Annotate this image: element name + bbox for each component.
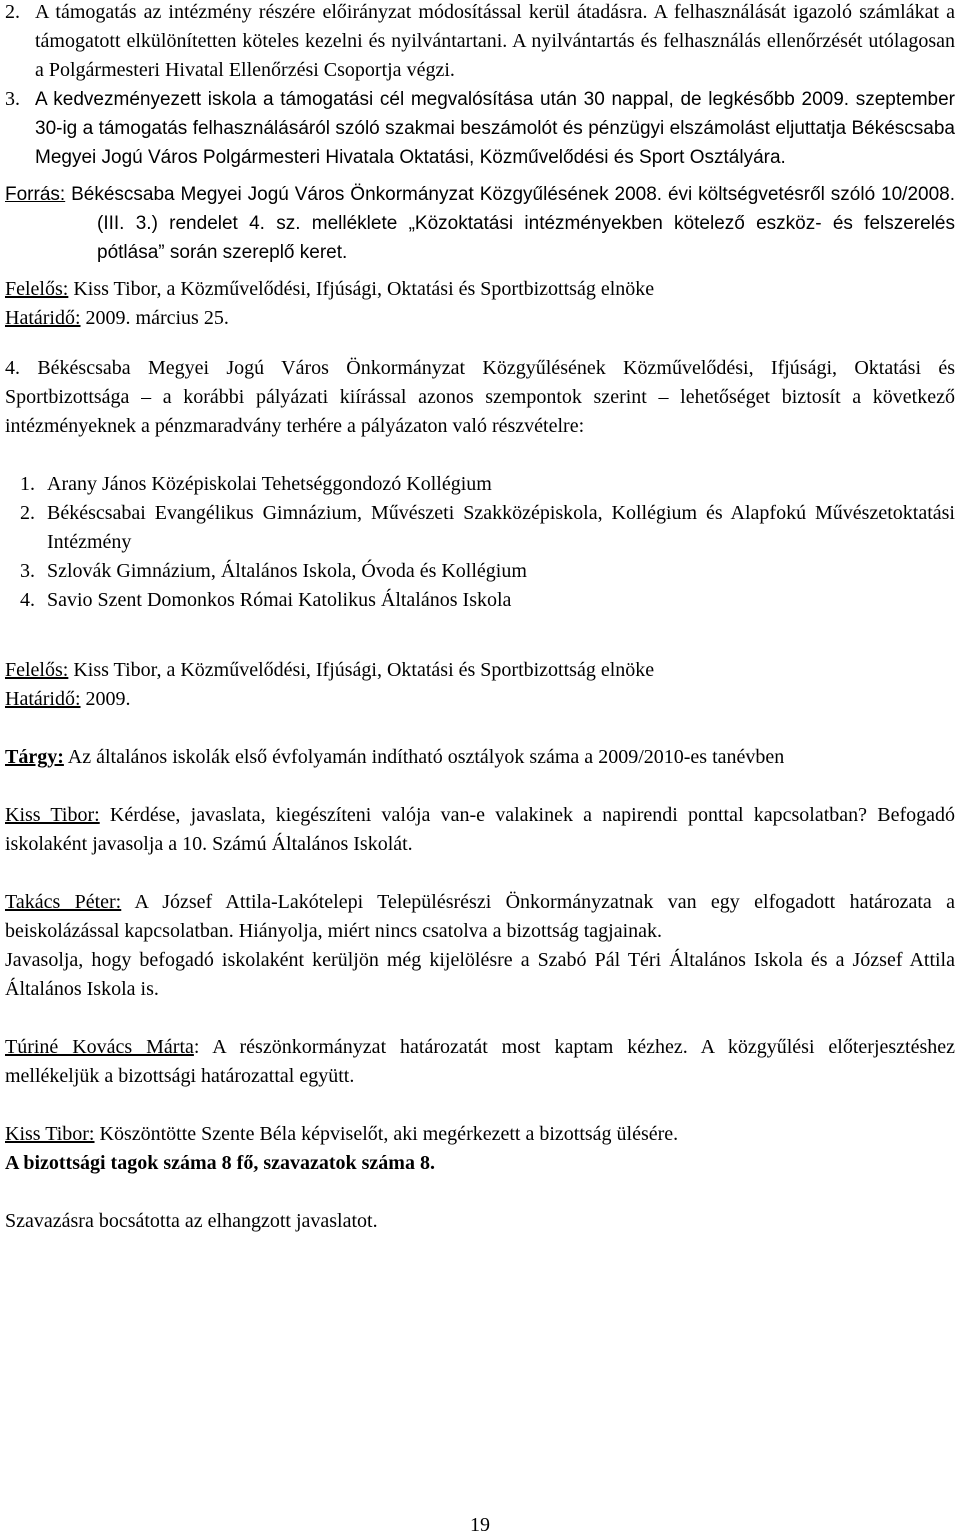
item-number: 2. (5, 1, 20, 23)
source-label: Forrás: (5, 184, 66, 205)
list-text: Savio Szent Domonkos Római Katolikus Általános Iskola (47, 589, 512, 611)
deadline-text: 2009. március 25. (80, 307, 229, 329)
deadline-line (5, 685, 955, 714)
speaker-takacs-continued: Javasolja, hogy befogadó iskolaként kerüljön még kijelölésre a Szabó Pál Téri Általános Iskola és a József Attila Általános Iskola is. (5, 949, 955, 1000)
list-number: 2. (20, 502, 35, 524)
speaker-label: Kiss Tibor: (5, 1123, 95, 1145)
list-number: 3. (20, 560, 35, 582)
speaker-kiss-2 (5, 1120, 955, 1149)
list-item (0, 470, 955, 499)
list-text: Szlovák Gimnázium, Általános Iskola, Óvoda és Kollégium (47, 560, 527, 582)
list-number: 1. (20, 473, 35, 495)
responsible-text: Kiss Tibor, a Közművelődési, Ifjúsági, Oktatási és Sportbizottság elnöke (68, 659, 655, 681)
item-number: 3. (5, 88, 20, 110)
speaker-text: A József Attila-Lakótelepi Településrészi Önkormányzatnak van egy elfogadott határozata a beiskolázással kapcsolatban. Hiányolja, miért nincs csatolva a bizottság tagjainak. (5, 891, 955, 942)
item-2 (5, 0, 955, 85)
responsible-label: Felelős: (5, 659, 69, 681)
responsible-line (5, 275, 955, 304)
source-text: Békéscsaba Megyei Jogú Város Önkormányzat Közgyűlésének 2008. évi költségvetésről szóló 10/2008. (III. 3.) rendelet 4. sz. melléklete „Közoktatási intézményekben kötelező eszköz- és felszerelés pótlása” során szereplő keret. (71, 184, 955, 263)
subject-label: Tárgy: (5, 746, 64, 768)
responsible-text: Kiss Tibor, a Közművelődési, Ifjúsági, Oktatási és Sportbizottság elnöke (68, 278, 655, 300)
item-text: A kedvezményezett iskola a támogatási cél megvalósítása után 30 nappal, de legkésőbb 2009. szeptember 30-ig a támogatás felhasználásáról szóló szakmai beszámolót és pénzügyi elszámolást eljuttatja Békéscsaba Megyei Jogú Város Polgármesteri Hivatala Oktatási, Közművelődési és Sport Osztályára. (35, 89, 955, 168)
school-list (0, 470, 955, 615)
speaker-label: Kiss Tibor: (5, 804, 100, 826)
deadline-text: 2009. (80, 688, 131, 710)
speaker-label: Takács Péter: (5, 891, 122, 913)
source-paragraph (5, 180, 955, 267)
speaker-kiss-1 (5, 801, 955, 859)
item-text: A támogatás az intézmény részére előirányzat módosítással kerül átadásra. A felhasználását igazoló számlákat a támogatott elkülönítetten köteles kezelni és nyilvántartani. A nyilvántartás és felhasználás ellenőrzését utólagosan a Polgármesteri Hivatal Ellenőrzési Csoportja végzi. (35, 1, 955, 81)
speaker-label: Túriné Kovács Márta (5, 1036, 194, 1058)
responsible-block-2 (5, 656, 955, 714)
responsible-label: Felelős: (5, 278, 69, 300)
deadline-label: Határidő: (5, 307, 81, 329)
deadline-label: Határidő: (5, 688, 81, 710)
list-item (0, 499, 955, 557)
speaker-text: Köszöntötte Szente Béla képviselőt, aki megérkezett a bizottság ülésére. (94, 1123, 679, 1145)
deadline-line (5, 304, 955, 333)
list-item (0, 557, 955, 586)
responsible-block-1 (5, 275, 955, 333)
subject-paragraph (5, 743, 955, 772)
list-item (0, 586, 955, 615)
speaker-takacs (5, 888, 955, 946)
list-text: Békéscsabai Evangélikus Gimnázium, Művészeti Szakközépiskola, Kollégium és Alapfokú Művészetoktatási Intézmény (47, 502, 955, 553)
responsible-line (5, 656, 955, 685)
list-number: 4. (20, 589, 35, 611)
speaker-text: : A részönkormányzat határozatát most kaptam kézhez. A közgyűlési előterjesztéshez mellékeljük a bizottsági határozattal együtt. (5, 1036, 956, 1087)
speaker-turine (5, 1033, 955, 1091)
list-text: Arany János Középiskolai Tehetséggondozó Kollégium (47, 473, 492, 495)
subject-text: Az általános iskolák első évfolyamán indítható osztályok száma a 2009/2010-es tanévben (63, 746, 785, 768)
item-3 (5, 85, 955, 172)
document-page (5, 0, 955, 1236)
vote-count: A bizottsági tagok száma 8 fő, szavazatok száma 8. (5, 1152, 435, 1174)
item-4: 4. Békéscsaba Megyei Jogú Város Önkormányzat Közgyűlésének Közművelődési, Ifjúsági, Oktatási és Sportbizottsága – a korábbi pályázati kiírással azonos szempontok szerint – lehetőséget biztosít a következő intézményeknek a pénzmaradvány terhére a pályázaton való részvételre: (5, 357, 955, 437)
vote-call: Szavazásra bocsátotta az elhangzott javaslatot. (5, 1210, 378, 1232)
page-number: 19 (470, 1514, 490, 1536)
speaker-text: Kérdése, javaslata, kiegészíteni valója van-e valakinek a napirendi ponttal kapcsolatban? Befogadó iskolaként javasolja a 10. Számú Általános Iskolát. (5, 804, 955, 855)
